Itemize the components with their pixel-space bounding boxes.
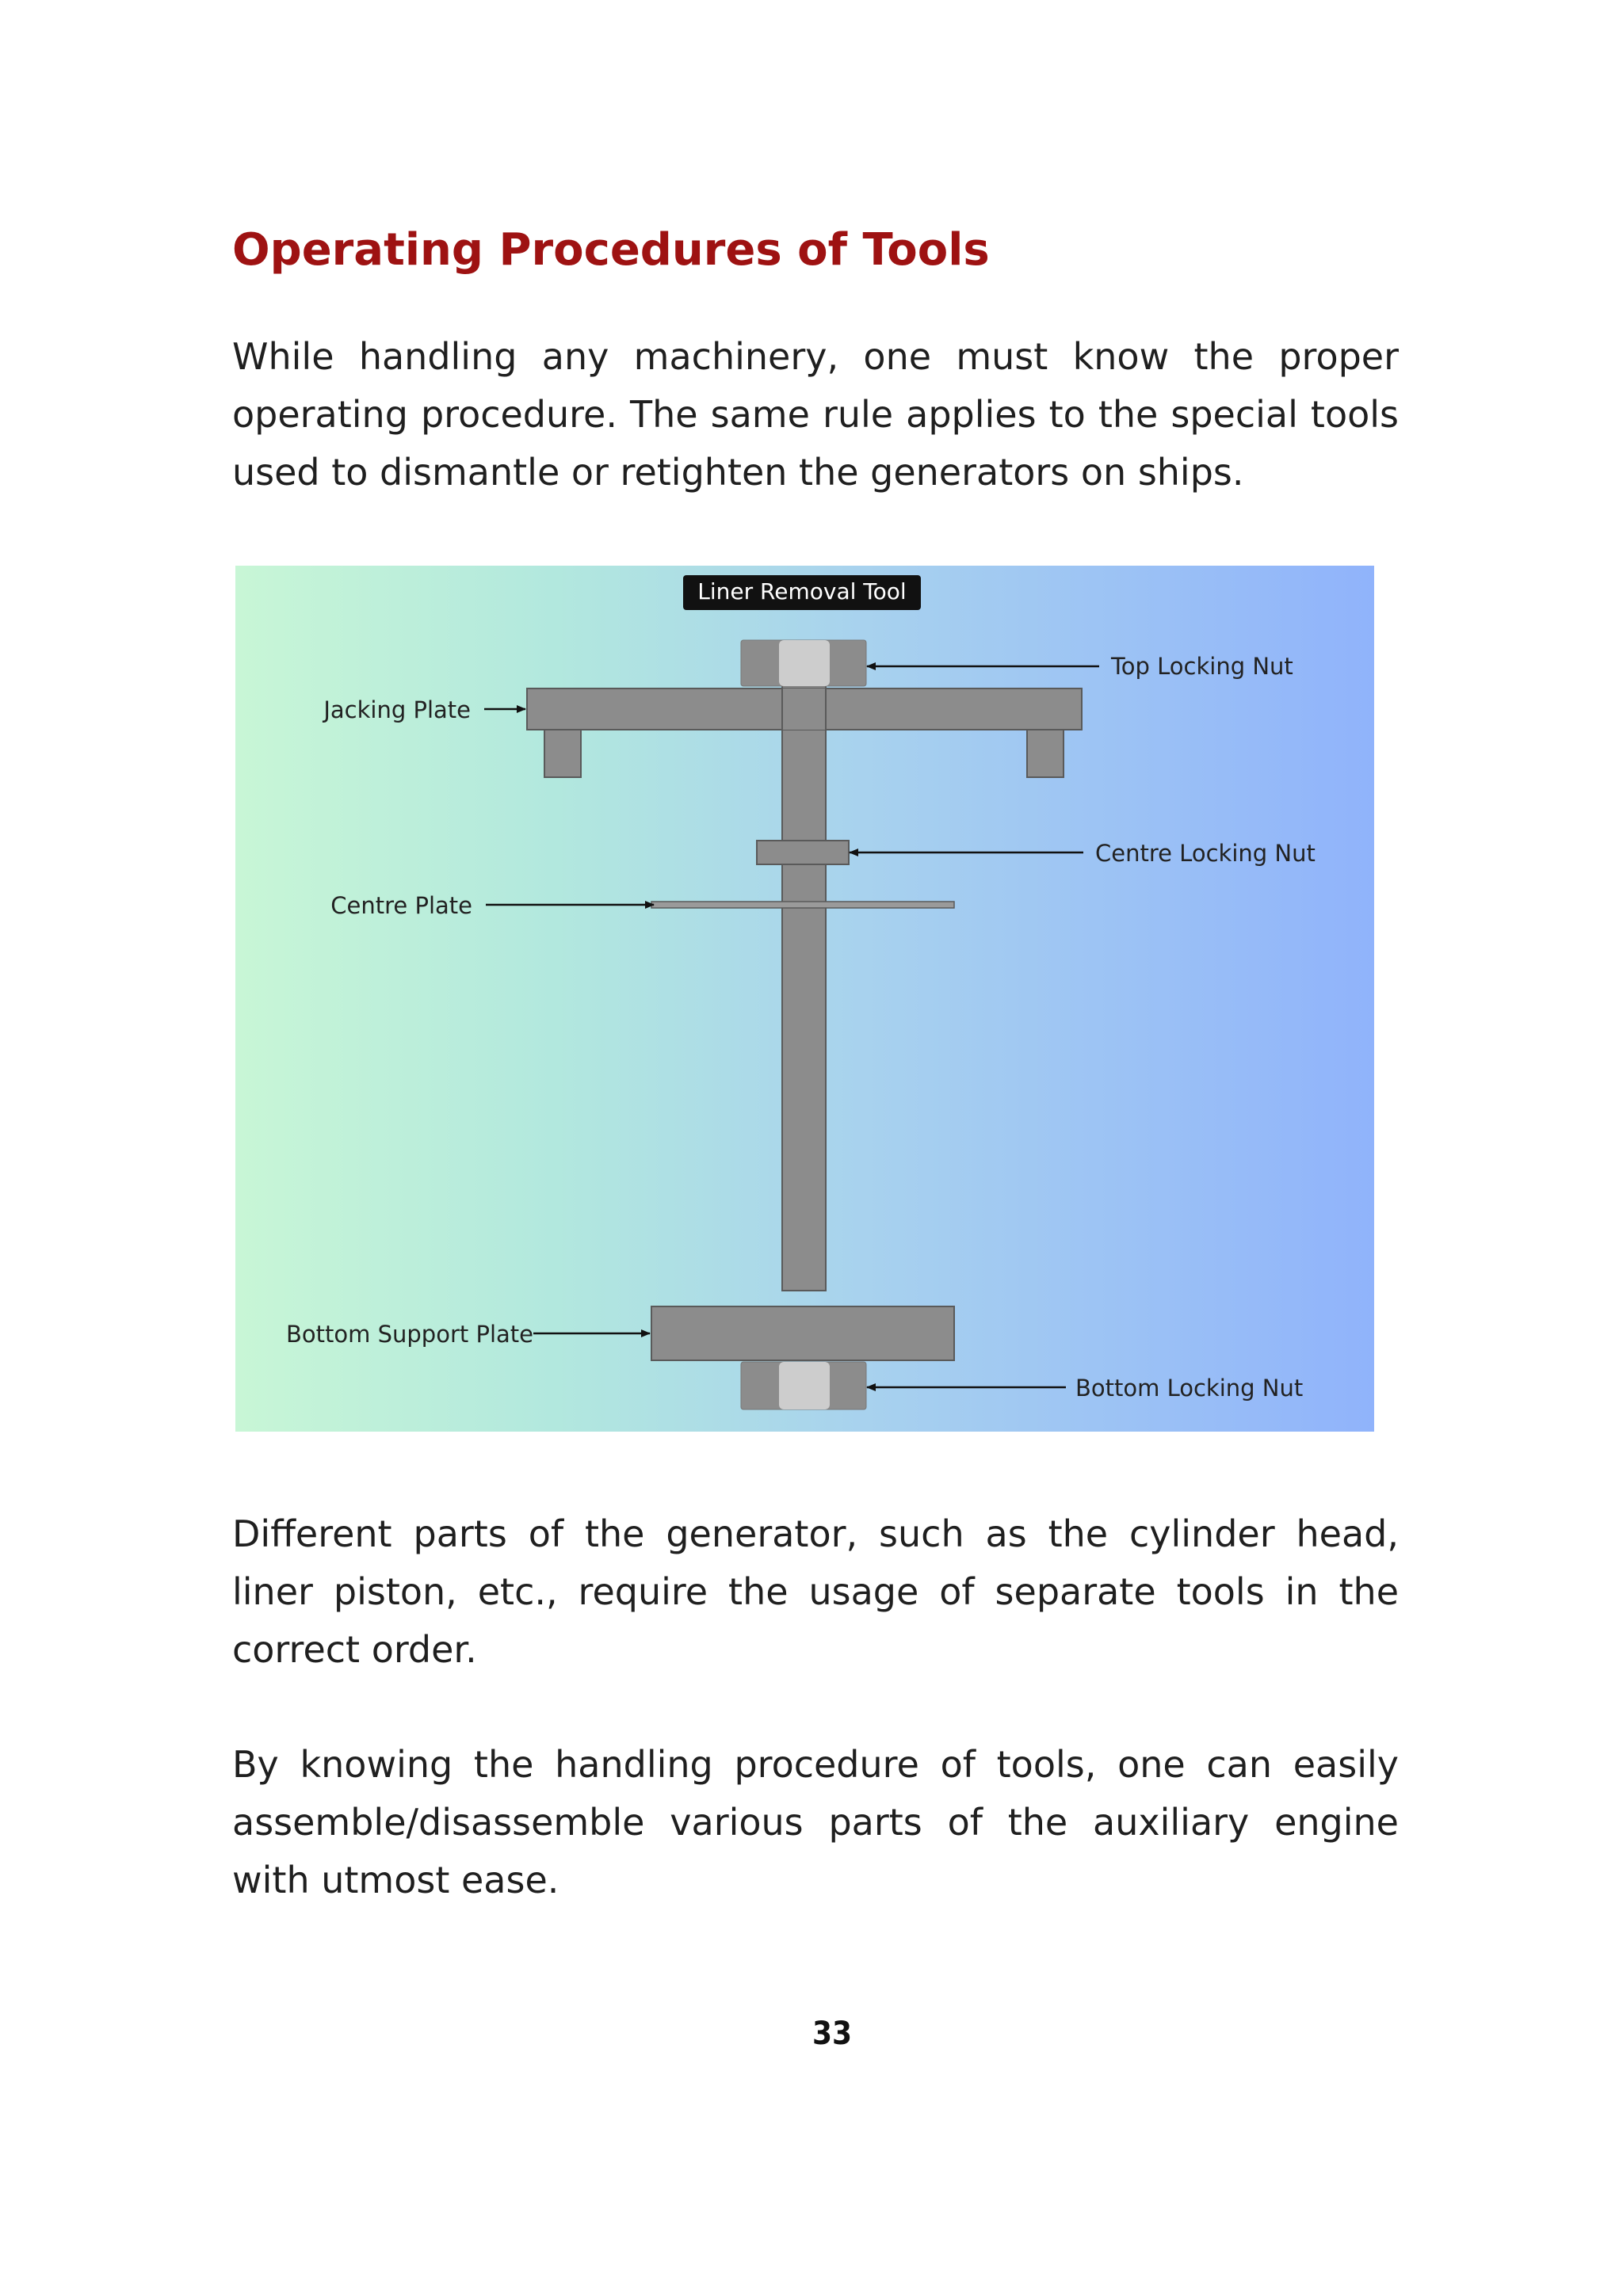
tools-order-paragraph: Different parts of the generator, such as the cylinder head, liner piston, etc., require the usage of separate tools in the correct order. (232, 1512, 1399, 1671)
centre-locking-nut (757, 841, 849, 864)
intro-paragraph: While handling any machinery, one must know the proper operating procedure. The same rule applies to the special tools used to dismantle or retighten the generators on ships. (232, 335, 1399, 494)
central-shaft (782, 673, 826, 1291)
handling-procedure-paragraph: By knowing the handling procedure of tools, one can easily assemble/disassemble various parts of the auxiliary engine with utmost ease. (232, 1743, 1399, 1901)
label-top-locking-nut: Top Locking Nut (1111, 653, 1293, 680)
diagram-title: Liner Removal Tool (697, 578, 907, 605)
label-centre-plate: Centre Plate (330, 892, 472, 919)
label-bottom-support-plate: Bottom Support Plate (286, 1321, 533, 1348)
liner-removal-tool-diagram (235, 566, 1374, 1432)
top-locking-nut (741, 640, 866, 686)
label-bottom-locking-nut: Bottom Locking Nut (1075, 1375, 1304, 1402)
bottom-support-plate (651, 1306, 954, 1360)
page-number: 33 (812, 2016, 853, 2052)
diagram-svg (235, 566, 1374, 1432)
label-jacking-plate: Jacking Plate (323, 696, 471, 723)
centre-plate (651, 902, 954, 908)
page-heading: Operating Procedures of Tools (232, 224, 990, 276)
diagram-title-badge (683, 575, 921, 610)
bottom-locking-nut (741, 1362, 866, 1409)
label-centre-locking-nut: Centre Locking Nut (1095, 840, 1316, 867)
